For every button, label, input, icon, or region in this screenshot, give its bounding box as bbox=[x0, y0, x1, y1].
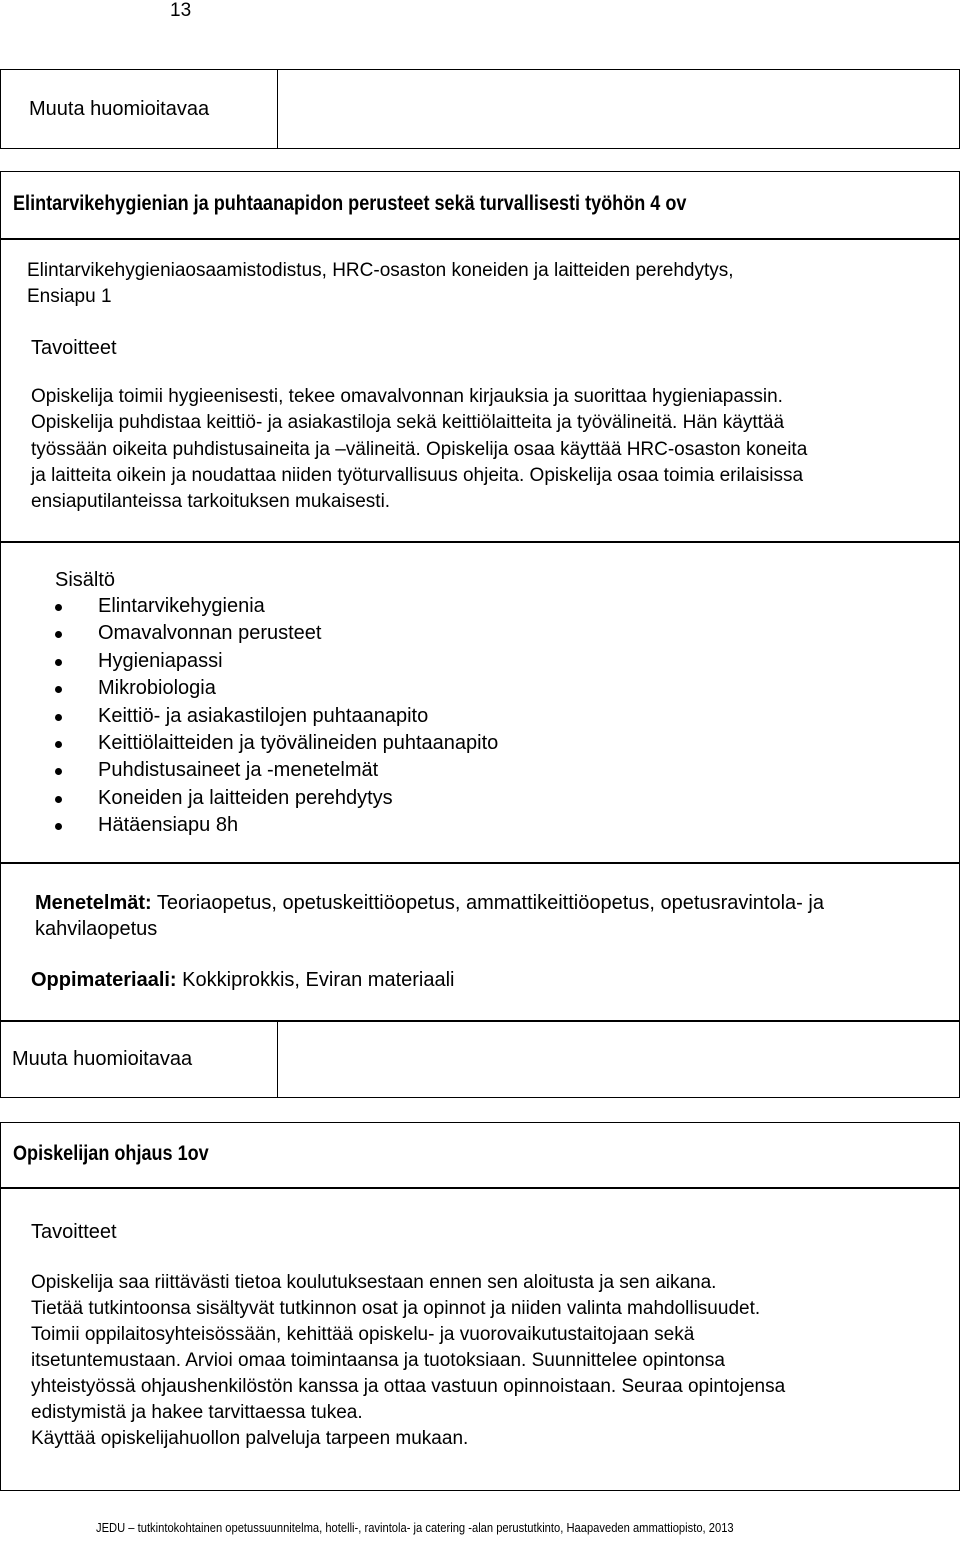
list-item-text: Omavalvonnan perusteet bbox=[98, 622, 322, 645]
list-item bbox=[55, 757, 498, 784]
intro-line: Ensiapu 1 bbox=[27, 286, 112, 307]
goals-title: Tavoitteet bbox=[31, 337, 117, 359]
list-item bbox=[55, 593, 498, 620]
middle-notes-label: Muuta huomioitavaa bbox=[1, 1022, 278, 1097]
section1-heading-box bbox=[0, 171, 960, 239]
section2-goals-title: Tavoitteet bbox=[31, 1221, 117, 1243]
section1-heading: Elintarvikehygienian ja puhtaanapidon perusteet sekä turvallisesti työhön 4 ov bbox=[13, 192, 687, 215]
list-item-text: Keittiölaitteiden ja työvälineiden puhtaanapito bbox=[98, 731, 499, 754]
section2-heading: Opiskelijan ohjaus 1ov bbox=[13, 1142, 209, 1165]
middle-notes-cell bbox=[278, 1022, 959, 1097]
section2-goals-line: Opiskelija saa riittävästi tietoa koulutuksestaan ennen sen aloitusta ja sen aikana. bbox=[31, 1272, 717, 1293]
list-item-text: Hätäensiapu 8h bbox=[98, 814, 239, 837]
goals-line: ensiaputilanteissa tarkoituksen mukaisesti. bbox=[31, 491, 391, 512]
goals-line: Opiskelija puhdistaa keittiö- ja asiakastiloja sekä keittiölaitteita ja työvälineitä. Hän käyttää bbox=[31, 412, 785, 433]
bullet-icon bbox=[55, 686, 62, 693]
section2-goals-line: Käyttää opiskelijahuollon palveluja tarpeen mukaan. bbox=[31, 1428, 469, 1449]
methods-text: Teoriaopetus, opetuskeittiöopetus, ammattikeittiöopetus, opetusravintola- ja bbox=[151, 892, 824, 914]
list-item-text: Koneiden ja laitteiden perehdytys bbox=[98, 786, 393, 809]
goals-line: ja laitteita oikein ja noudattaa niiden työturvallisuus ohjeita. Opiskelija osaa toimia erilaisissa bbox=[31, 465, 804, 486]
top-notes-row bbox=[0, 69, 960, 149]
section2-goals-line: itsetuntemustaan. Arvioi omaa toimintaansa ja tuotoksiaan. Suunnittelee opintonsa bbox=[31, 1350, 725, 1371]
list-item bbox=[55, 812, 498, 839]
list-item bbox=[55, 730, 498, 757]
bullet-icon bbox=[55, 631, 62, 638]
list-item bbox=[55, 648, 498, 675]
list-item bbox=[55, 620, 498, 647]
list-item bbox=[55, 703, 498, 730]
materials-label: Oppimateriaali: bbox=[31, 969, 177, 991]
middle-notes-row bbox=[0, 1021, 960, 1098]
bullet-icon bbox=[55, 714, 62, 721]
list-item-text: Mikrobiologia bbox=[98, 677, 216, 700]
list-item-text: Elintarvikehygienia bbox=[98, 595, 265, 617]
methods-line-2: kahvilaopetus bbox=[35, 918, 158, 940]
page-footer: JEDU – tutkintokohtainen opetussuunnitelma, hotelli-, ravintola- ja catering -alan perustutkinto, Haapaveden ammattiopisto, 2013 bbox=[96, 1520, 734, 1535]
goals-line: Opiskelija toimii hygieenisesti, tekee omavalvonnan kirjauksia ja suorittaa hygieniapassin. bbox=[31, 386, 783, 407]
intro-line: Elintarvikehygieniaosaamistodistus, HRC-osaston koneiden ja laitteiden perehdytys, bbox=[27, 260, 734, 281]
bullet-icon bbox=[55, 768, 62, 775]
bullet-icon bbox=[55, 796, 62, 803]
section2-goals-line: Toimii oppilaitosyhteisössään, kehittää opiskelu- ja vuorovaikutustaitojaan sekä bbox=[31, 1324, 695, 1345]
methods-line bbox=[35, 890, 824, 916]
section2-goals-line: yhteistyössä ohjaushenkilöstön kanssa ja ottaa vastuun opinnoistaan. Seuraa opintojensa bbox=[31, 1376, 786, 1397]
top-notes-label: Muuta huomioitavaa bbox=[1, 70, 278, 148]
page-number: 13 bbox=[170, 0, 192, 21]
content-title: Sisältö bbox=[55, 569, 116, 591]
goals-line: työssään oikeita puhdistusaineita ja –välineitä. Opiskelija osaa käyttää HRC-osaston koneita bbox=[31, 439, 808, 460]
list-item-text: Puhdistusaineet ja -menetelmät bbox=[98, 759, 379, 782]
bullet-icon bbox=[55, 604, 62, 611]
bullet-icon bbox=[55, 659, 62, 666]
list-item bbox=[55, 675, 498, 702]
methods-label: Menetelmät: bbox=[35, 892, 152, 914]
materials-text: Kokkiprokkis, Eviran materiaali bbox=[176, 969, 455, 991]
section2-goals-line: Tietää tutkintoonsa sisältyvät tutkinnon osat ja opinnot ja niiden valinta mahdollisuudet. bbox=[31, 1298, 761, 1319]
section2-heading-box bbox=[0, 1122, 960, 1188]
top-notes-cell bbox=[278, 70, 959, 148]
list-item-text: Hygieniapassi bbox=[98, 649, 223, 672]
section1-methods-box bbox=[0, 863, 960, 1021]
list-item-text: Keittiö- ja asiakastilojen puhtaanapito bbox=[98, 704, 429, 727]
bullet-icon bbox=[55, 823, 62, 830]
bullet-icon bbox=[55, 741, 62, 748]
materials-line bbox=[31, 967, 454, 993]
section2-goals-line: edistymistä ja hakee tarvittaessa tukea. bbox=[31, 1402, 363, 1423]
list-item bbox=[55, 785, 498, 812]
content-list bbox=[55, 593, 498, 840]
